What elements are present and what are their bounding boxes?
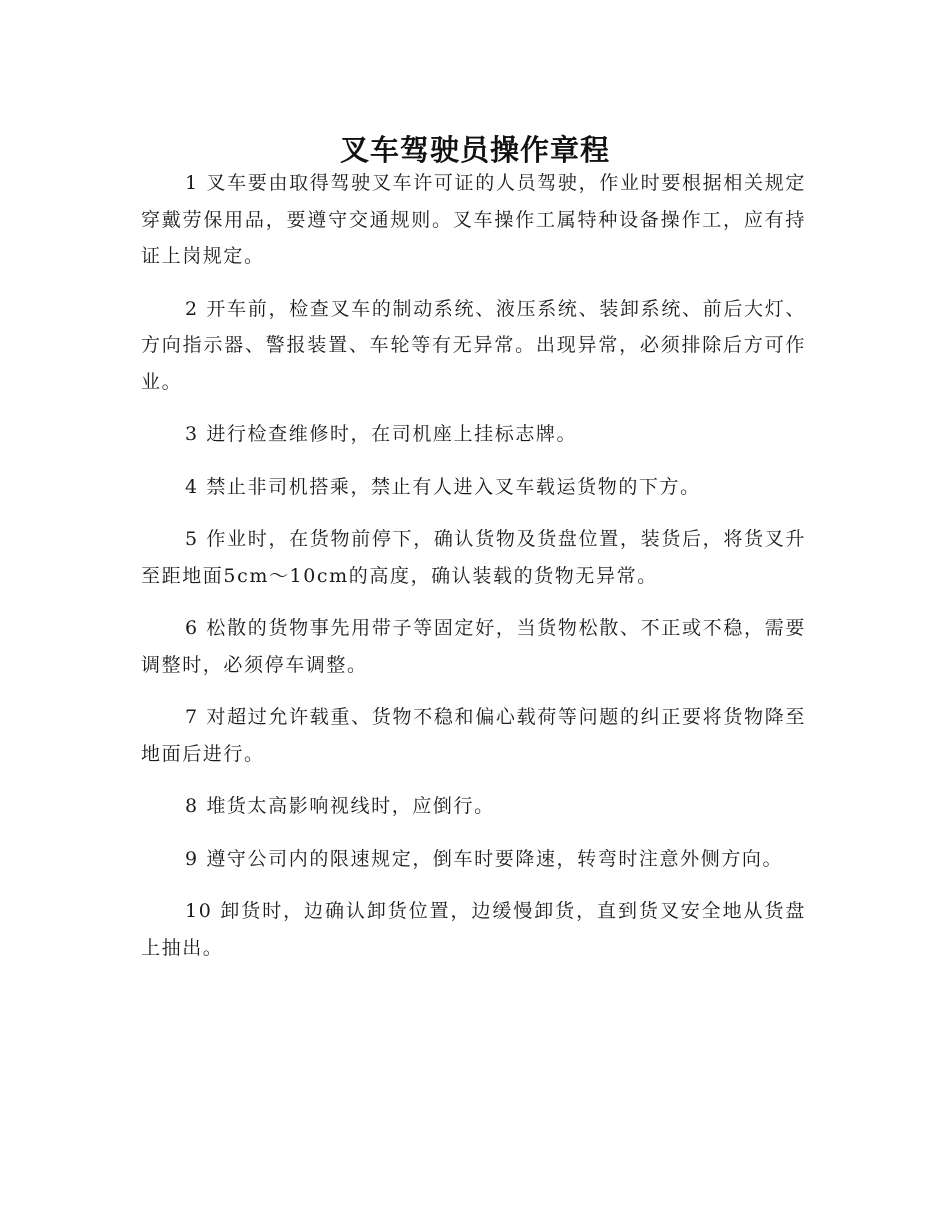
document-title: 叉车驾驶员操作章程 <box>339 133 610 168</box>
paragraph-4: 4 禁止非司机搭乘，禁止有人进入叉车载运货物的下方。 <box>185 475 701 498</box>
paragraph-10: 10 卸货时，边确认卸货位置，边缓慢卸货，直到货叉安全地从货盘上抽出。 <box>141 900 806 959</box>
paragraph-3: 3 进行检查维修时，在司机座上挂标志牌。 <box>185 423 578 445</box>
paragraph-9: 9 遵守公司内的限速规定，倒车时要降速，转弯时注意外侧方向。 <box>185 847 784 870</box>
paragraph-6: 6 松散的货物事先用带子等固定好，当货物松散、不正或不稳，需要调整时，必须停车调整。 <box>141 617 806 676</box>
paragraph-5: 5 作业时，在货物前停下，确认货物及货盘位置，装货后，将货叉升至距地面5cm～10cm的高度，确认装载的货物无异常。 <box>141 528 806 587</box>
paragraph-2: 2 开车前，检查叉车的制动系统、液压系统、装卸系统、前后大灯、方向指示器、警报装置、车轮等有无异常。出现异常，必须排除后方可作业。 <box>141 297 806 393</box>
paragraph-7: 7 对超过允许载重、货物不稳和偏心载荷等问题的纠正要将货物降至地面后进行。 <box>141 706 806 765</box>
paragraph-1: 1 叉车要由取得驾驶叉车许可证的人员驾驶，作业时要根据相关规定穿戴劳保用品，要遵守交通规则。叉车操作工属特种设备操作工，应有持证上岗规定。 <box>141 172 806 267</box>
document-body <box>141 165 806 982</box>
paragraph-8: 8 堆货太高影响视线时，应倒行。 <box>185 795 495 817</box>
